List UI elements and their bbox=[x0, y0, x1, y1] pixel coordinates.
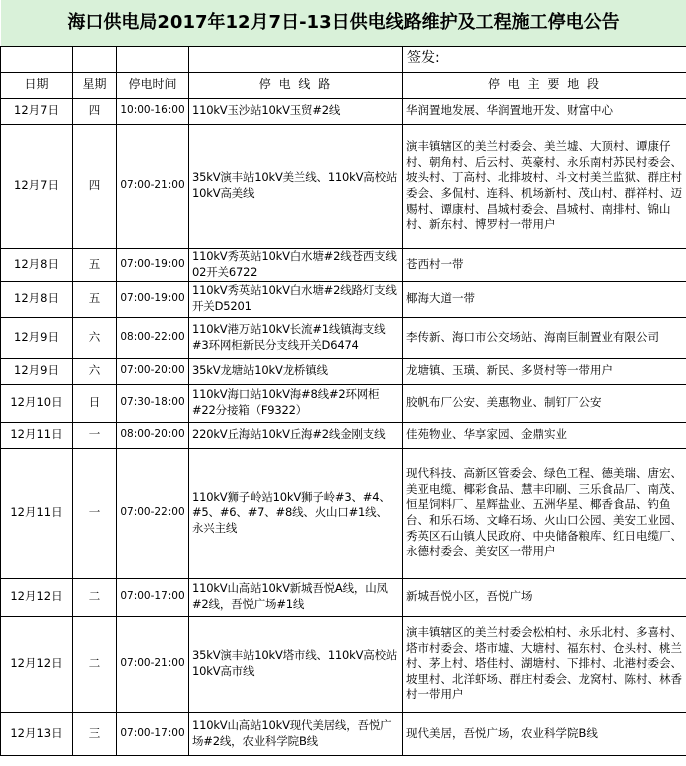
header-line: 停 电 线 路 bbox=[189, 72, 403, 98]
row-weekday: 一 bbox=[73, 448, 117, 578]
row-date: 12月12日 bbox=[1, 578, 73, 616]
row-line: 35kV演丰站10kV美兰线、110kV高校站10kV高美线 bbox=[189, 124, 403, 248]
table-row bbox=[1, 317, 686, 358]
row-line: 110kV港万站10kV长流#1线镇海支线#3环网柜新民分支线开关D6474 bbox=[189, 317, 403, 358]
row-weekday: 六 bbox=[73, 358, 117, 384]
table-row bbox=[1, 616, 686, 712]
blank-cell bbox=[189, 46, 403, 72]
row-line: 110kV秀英站10kV白水塘#2线苍西支线02开关6722 bbox=[189, 248, 403, 281]
row-line: 110kV狮子岭站10kV狮子岭#3、#4、#5、#6、#7、#8线、火山口#1线、永兴主线 bbox=[189, 448, 403, 578]
row-area: 龙塘镇、玉璜、新民、多贤村等一带用户 bbox=[403, 358, 686, 384]
row-area: 现代美居，吾悦广场，农业科学院B线 bbox=[403, 712, 686, 755]
row-line: 110kV山高站10kV现代美居线，吾悦广场#2线，农业科学院B线 bbox=[189, 712, 403, 755]
header-weekday: 星期 bbox=[73, 72, 117, 98]
table-row bbox=[1, 448, 686, 578]
row-area: 现代科技、高新区管委会、绿色工程、德美瑞、唐宏、美亚电缆、椰彩食品、慧丰印刷、三乐食品厂、南茂、恒星饲料厂、星辉盐业、五洲华星、椰香食品、钓鱼台、和乐石场、文峰石场、火山口公园、美安工业园、秀英区石山镇人民政府、中央储备粮库、红日电缆厂、永德村委会、美安区一带用户 bbox=[403, 448, 686, 578]
table-row bbox=[1, 124, 686, 248]
row-date: 12月10日 bbox=[1, 384, 73, 422]
header-date: 日期 bbox=[1, 72, 73, 98]
row-area: 新城吾悦小区，吾悦广场 bbox=[403, 578, 686, 616]
row-time: 10:00-16:00 bbox=[117, 98, 189, 124]
row-area: 苍西村一带 bbox=[403, 248, 686, 281]
row-date: 12月9日 bbox=[1, 358, 73, 384]
blank-cell bbox=[117, 46, 189, 72]
row-line: 110kV海口站10kV海#8线#2环网柜#22分接箱（F9322） bbox=[189, 384, 403, 422]
table-row bbox=[1, 578, 686, 616]
table-row bbox=[1, 712, 686, 755]
row-weekday: 二 bbox=[73, 578, 117, 616]
row-date: 12月12日 bbox=[1, 616, 73, 712]
row-weekday: 四 bbox=[73, 98, 117, 124]
table-row bbox=[1, 384, 686, 422]
table-row bbox=[1, 422, 686, 448]
row-area: 演丰镇辖区的美兰村委会松柏村、永乐北村、多喜村、塔市村委会、塔市墟、大塘村、福东村、仓头村、桃兰村、茅上村、塔佳村、湖塘村、下排村、北港村委会、坡里村、北洋虾场、群庄村委会、龙窝村、陈村、林香村一带用户 bbox=[403, 616, 686, 712]
row-weekday: 日 bbox=[73, 384, 117, 422]
row-date: 12月9日 bbox=[1, 317, 73, 358]
table-row bbox=[1, 358, 686, 384]
row-line: 110kV秀英站10kV白水塘#2线路灯支线开关D5201 bbox=[189, 281, 403, 317]
row-time: 07:00-20:00 bbox=[117, 358, 189, 384]
row-line: 220kV丘海站10kV丘海#2线金刚支线 bbox=[189, 422, 403, 448]
row-area: 胶帆布厂公安、美惠物业、制钉厂公安 bbox=[403, 384, 686, 422]
row-area: 佳苑物业、华享家园、金鼎实业 bbox=[403, 422, 686, 448]
row-weekday: 一 bbox=[73, 422, 117, 448]
page-title: 海口供电局2017年12月7日-13日供电线路维护及工程施工停电公告 bbox=[1, 0, 686, 46]
row-date: 12月7日 bbox=[1, 124, 73, 248]
row-date: 12月8日 bbox=[1, 248, 73, 281]
row-time: 07:30-18:00 bbox=[117, 384, 189, 422]
row-date: 12月8日 bbox=[1, 281, 73, 317]
header-area: 停 电 主 要 地 段 bbox=[403, 72, 686, 98]
row-date: 12月11日 bbox=[1, 448, 73, 578]
blank-cell bbox=[1, 46, 73, 72]
row-date: 12月13日 bbox=[1, 712, 73, 755]
row-time: 07:00-21:00 bbox=[117, 124, 189, 248]
row-weekday: 三 bbox=[73, 712, 117, 755]
header-time: 停电时间 bbox=[117, 72, 189, 98]
row-area: 李传新、海口市公交场站、海南巨制置业有限公司 bbox=[403, 317, 686, 358]
row-time: 07:00-19:00 bbox=[117, 281, 189, 317]
row-time: 07:00-22:00 bbox=[117, 448, 189, 578]
row-time: 07:00-21:00 bbox=[117, 616, 189, 712]
row-line: 35kV演丰站10kV塔市线、110kV高校站10kV高市线 bbox=[189, 616, 403, 712]
row-weekday: 二 bbox=[73, 616, 117, 712]
row-time: 07:00-19:00 bbox=[117, 248, 189, 281]
row-date: 12月11日 bbox=[1, 422, 73, 448]
table-row bbox=[1, 248, 686, 281]
table-row bbox=[1, 281, 686, 317]
row-weekday: 五 bbox=[73, 281, 117, 317]
table-row bbox=[1, 98, 686, 124]
row-line: 110kV山高站10kV新城吾悦A线，山凤#2线，吾悦广场#1线 bbox=[189, 578, 403, 616]
row-area: 椰海大道一带 bbox=[403, 281, 686, 317]
row-date: 12月7日 bbox=[1, 98, 73, 124]
row-area: 演丰镇辖区的美兰村委会、美兰墟、大顶村、谭康仔村、朝角村、后云村、英豪村、永乐南村苏民村委会、坡头村、丁高村、北排坡村、斗文村美兰监狱、群庄村委会、多侃村、连科、机场新村、茂山村、群祥村、迈赐村、谭康村、昌城村委会、昌城村、南排村、锦山村、新东村、博罗村一带用户 bbox=[403, 124, 686, 248]
row-line: 110kV玉沙站10kV玉贸#2线 bbox=[189, 98, 403, 124]
row-time: 07:00-17:00 bbox=[117, 578, 189, 616]
row-area: 华润置地发展、华润置地开发、财富中心 bbox=[403, 98, 686, 124]
row-time: 07:00-17:00 bbox=[117, 712, 189, 755]
sign-label: 签发: bbox=[403, 46, 686, 72]
row-time: 08:00-22:00 bbox=[117, 317, 189, 358]
row-weekday: 四 bbox=[73, 124, 117, 248]
row-weekday: 五 bbox=[73, 248, 117, 281]
row-time: 08:00-20:00 bbox=[117, 422, 189, 448]
row-line: 35kV龙塘站10kV龙桥镇线 bbox=[189, 358, 403, 384]
blank-cell bbox=[73, 46, 117, 72]
row-weekday: 六 bbox=[73, 317, 117, 358]
